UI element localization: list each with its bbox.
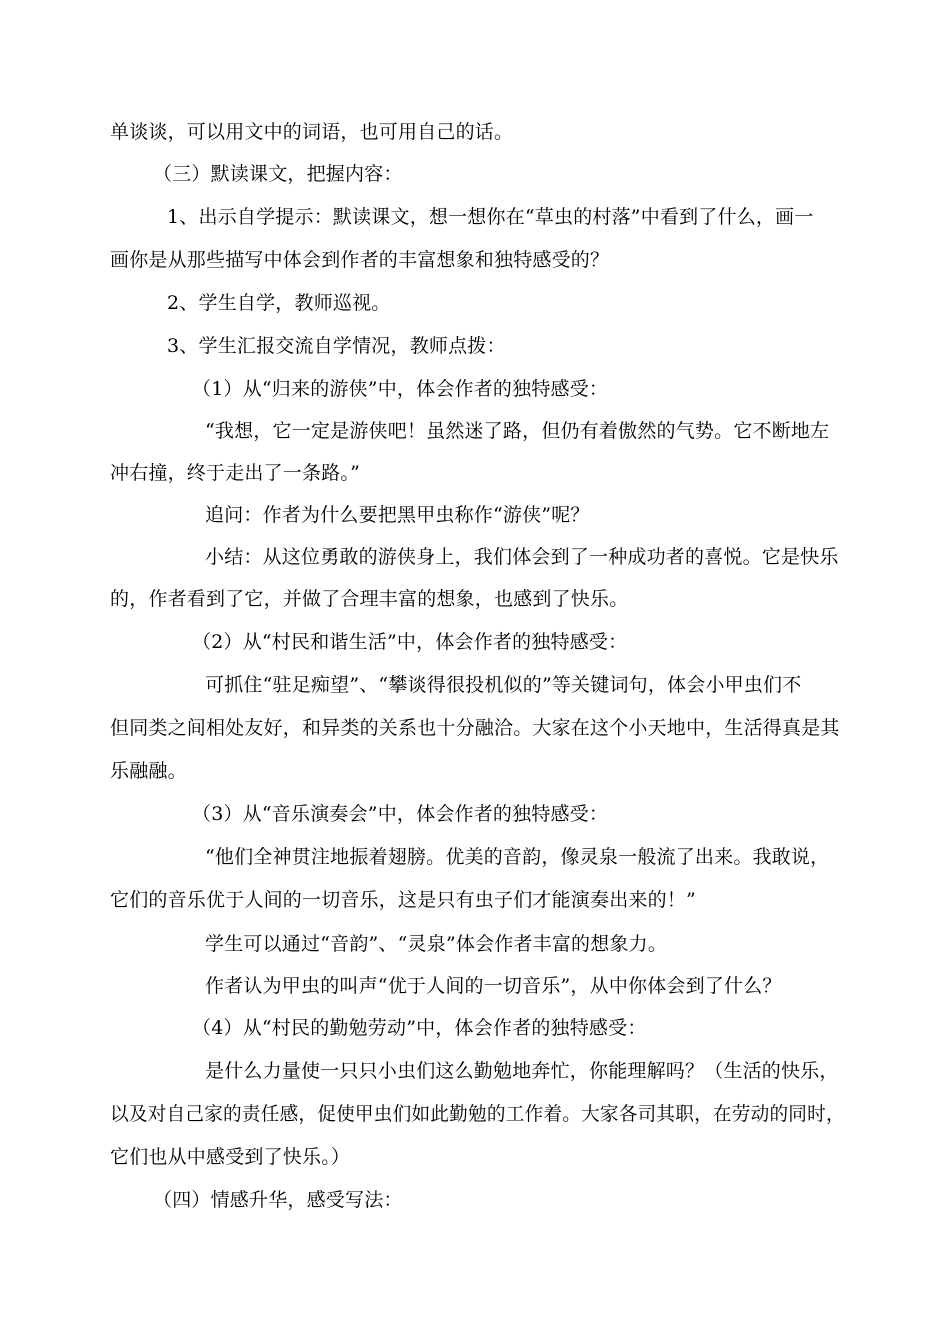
text-line: 以及对自己家的责任感，促使甲虫们如此勤勉的工作着。大家各司其职，在劳动的同时， xyxy=(110,1103,845,1125)
text-line: 可抓住“驻足痴望”、“攀谈得很投机似的”等关键词句，体会小甲虫们不 xyxy=(205,674,802,696)
text-line: 2、学生自学，教师巡视。 xyxy=(167,292,391,314)
text-line: 作者认为甲虫的叫声“优于人间的一切音乐”，从中你体会到了什么？ xyxy=(205,975,782,997)
text-line: 小结：从这位勇敢的游侠身上，我们体会到了一种成功者的喜悦。它是快乐 xyxy=(205,546,839,568)
subsection-heading: （1）从“归来的游侠”中，体会作者的独特感受： xyxy=(192,378,609,400)
section-heading: （三）默读课文，把握内容： xyxy=(153,163,403,185)
section-heading: （四）情感升华，感受写法： xyxy=(153,1189,403,1211)
text-line: 3、学生汇报交流自学情况，教师点拨： xyxy=(167,335,506,357)
subsection-heading: （4）从“村民的勤勉劳动”中，体会作者的独特感受： xyxy=(192,1017,647,1039)
text-line: 追问：作者为什么要把黑甲虫称作“游侠”呢？ xyxy=(205,504,590,526)
subsection-heading: （2）从“村民和谐生活”中，体会作者的独特感受： xyxy=(192,631,628,653)
text-line: 学生可以通过“音韵”、“灵泉”体会作者丰富的想象力。 xyxy=(205,933,668,955)
text-line: 单谈谈，可以用文中的词语，也可用自己的话。 xyxy=(110,121,514,143)
quote-line: 冲右撞，终于走出了一条路。” xyxy=(110,462,361,484)
text-line: 乐融融。 xyxy=(110,760,187,782)
text-line: 画你是从那些描写中体会到作者的丰富想象和独特感受的？ xyxy=(110,249,610,271)
text-line: 1、出示自学提示：默读课文，想一想你在“草虫的村落”中看到了什么，画一 xyxy=(167,206,814,228)
quote-line: 它们的音乐优于人间的一切音乐，这是只有虫子们才能演奏出来的！” xyxy=(110,889,696,911)
text-line: 但同类之间相处友好，和异类的关系也十分融洽。大家在这个小天地中，生活得真是其 xyxy=(110,717,840,739)
text-line: 它们也从中感受到了快乐。） xyxy=(110,1146,351,1168)
quote-line: “我想，它一定是游侠吧！虽然迷了路，但仍有着傲然的气势。它不断地左 xyxy=(205,420,830,442)
text-line: 是什么力量使一只只小虫们这么勤勉地奔忙，你能理解吗？（生活的快乐， xyxy=(205,1060,839,1082)
quote-line: “他们全神贯注地振着翅膀。优美的音韵，像灵泉一般流了出来。我敢说， xyxy=(205,846,830,868)
text-line: 的，作者看到了它，并做了合理丰富的想象，也感到了快乐。 xyxy=(110,588,629,610)
subsection-heading: （3）从“音乐演奏会”中，体会作者的独特感受： xyxy=(192,803,609,825)
